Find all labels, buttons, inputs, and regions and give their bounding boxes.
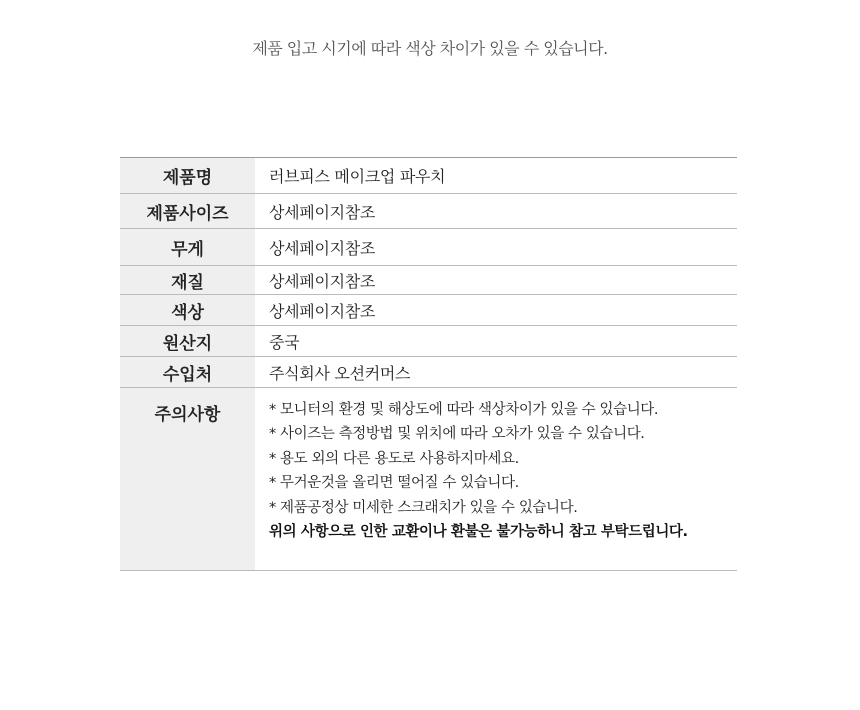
spec-row-importer	[120, 357, 737, 388]
spec-label-size: 제품사이즈	[120, 194, 255, 229]
spec-label-importer: 수입처	[120, 357, 255, 388]
spec-value-material: 상세페이지참조	[255, 266, 737, 295]
spec-row-caution	[120, 388, 737, 571]
spec-value-color: 상세페이지참조	[255, 295, 737, 326]
spec-row-name	[120, 158, 737, 194]
spec-row-size	[120, 194, 737, 229]
spec-label-color: 색상	[120, 295, 255, 326]
caution-line: * 용도 외의 다른 용도로 사용하지마세요.	[269, 450, 519, 467]
caution-line: * 사이즈는 측정방법 및 위치에 따라 오차가 있을 수 있습니다.	[269, 426, 645, 443]
spec-row-origin	[120, 326, 737, 357]
color-variation-notice: 제품 입고 시기에 따라 색상 차이가 있을 수 있습니다.	[252, 39, 608, 58]
product-spec-table	[120, 157, 737, 571]
spec-value-caution	[255, 388, 737, 571]
spec-label-weight: 무게	[120, 229, 255, 266]
spec-value-name: 러브피스 메이크업 파우치	[269, 167, 446, 186]
spec-value-size: 상세페이지참조	[255, 194, 737, 229]
caution-final-notice: 위의 사항으로 인한 교환이나 환불은 불가능하니 참고 부탁드립니다.	[269, 524, 688, 541]
spec-label-material: 재질	[120, 266, 255, 295]
spec-label-origin: 원산지	[120, 326, 255, 357]
spec-value-weight: 상세페이지참조	[255, 229, 737, 266]
caution-line: * 모니터의 환경 및 해상도에 따라 색상차이가 있을 수 있습니다.	[269, 402, 659, 418]
spec-label-name: 제품명	[120, 158, 255, 194]
caution-line: * 제품공정상 미세한 스크래치가 있을 수 있습니다.	[269, 499, 578, 516]
spec-value-origin: 중국	[255, 326, 737, 357]
caution-line: * 무거운것을 올리면 떨어질 수 있습니다.	[269, 475, 519, 492]
spec-row-weight	[120, 229, 737, 266]
spec-value-importer: 주식회사 오션커머스	[255, 357, 737, 388]
spec-label-caution: 주의사항	[120, 388, 255, 571]
spec-row-color	[120, 295, 737, 326]
spec-row-material	[120, 266, 737, 295]
